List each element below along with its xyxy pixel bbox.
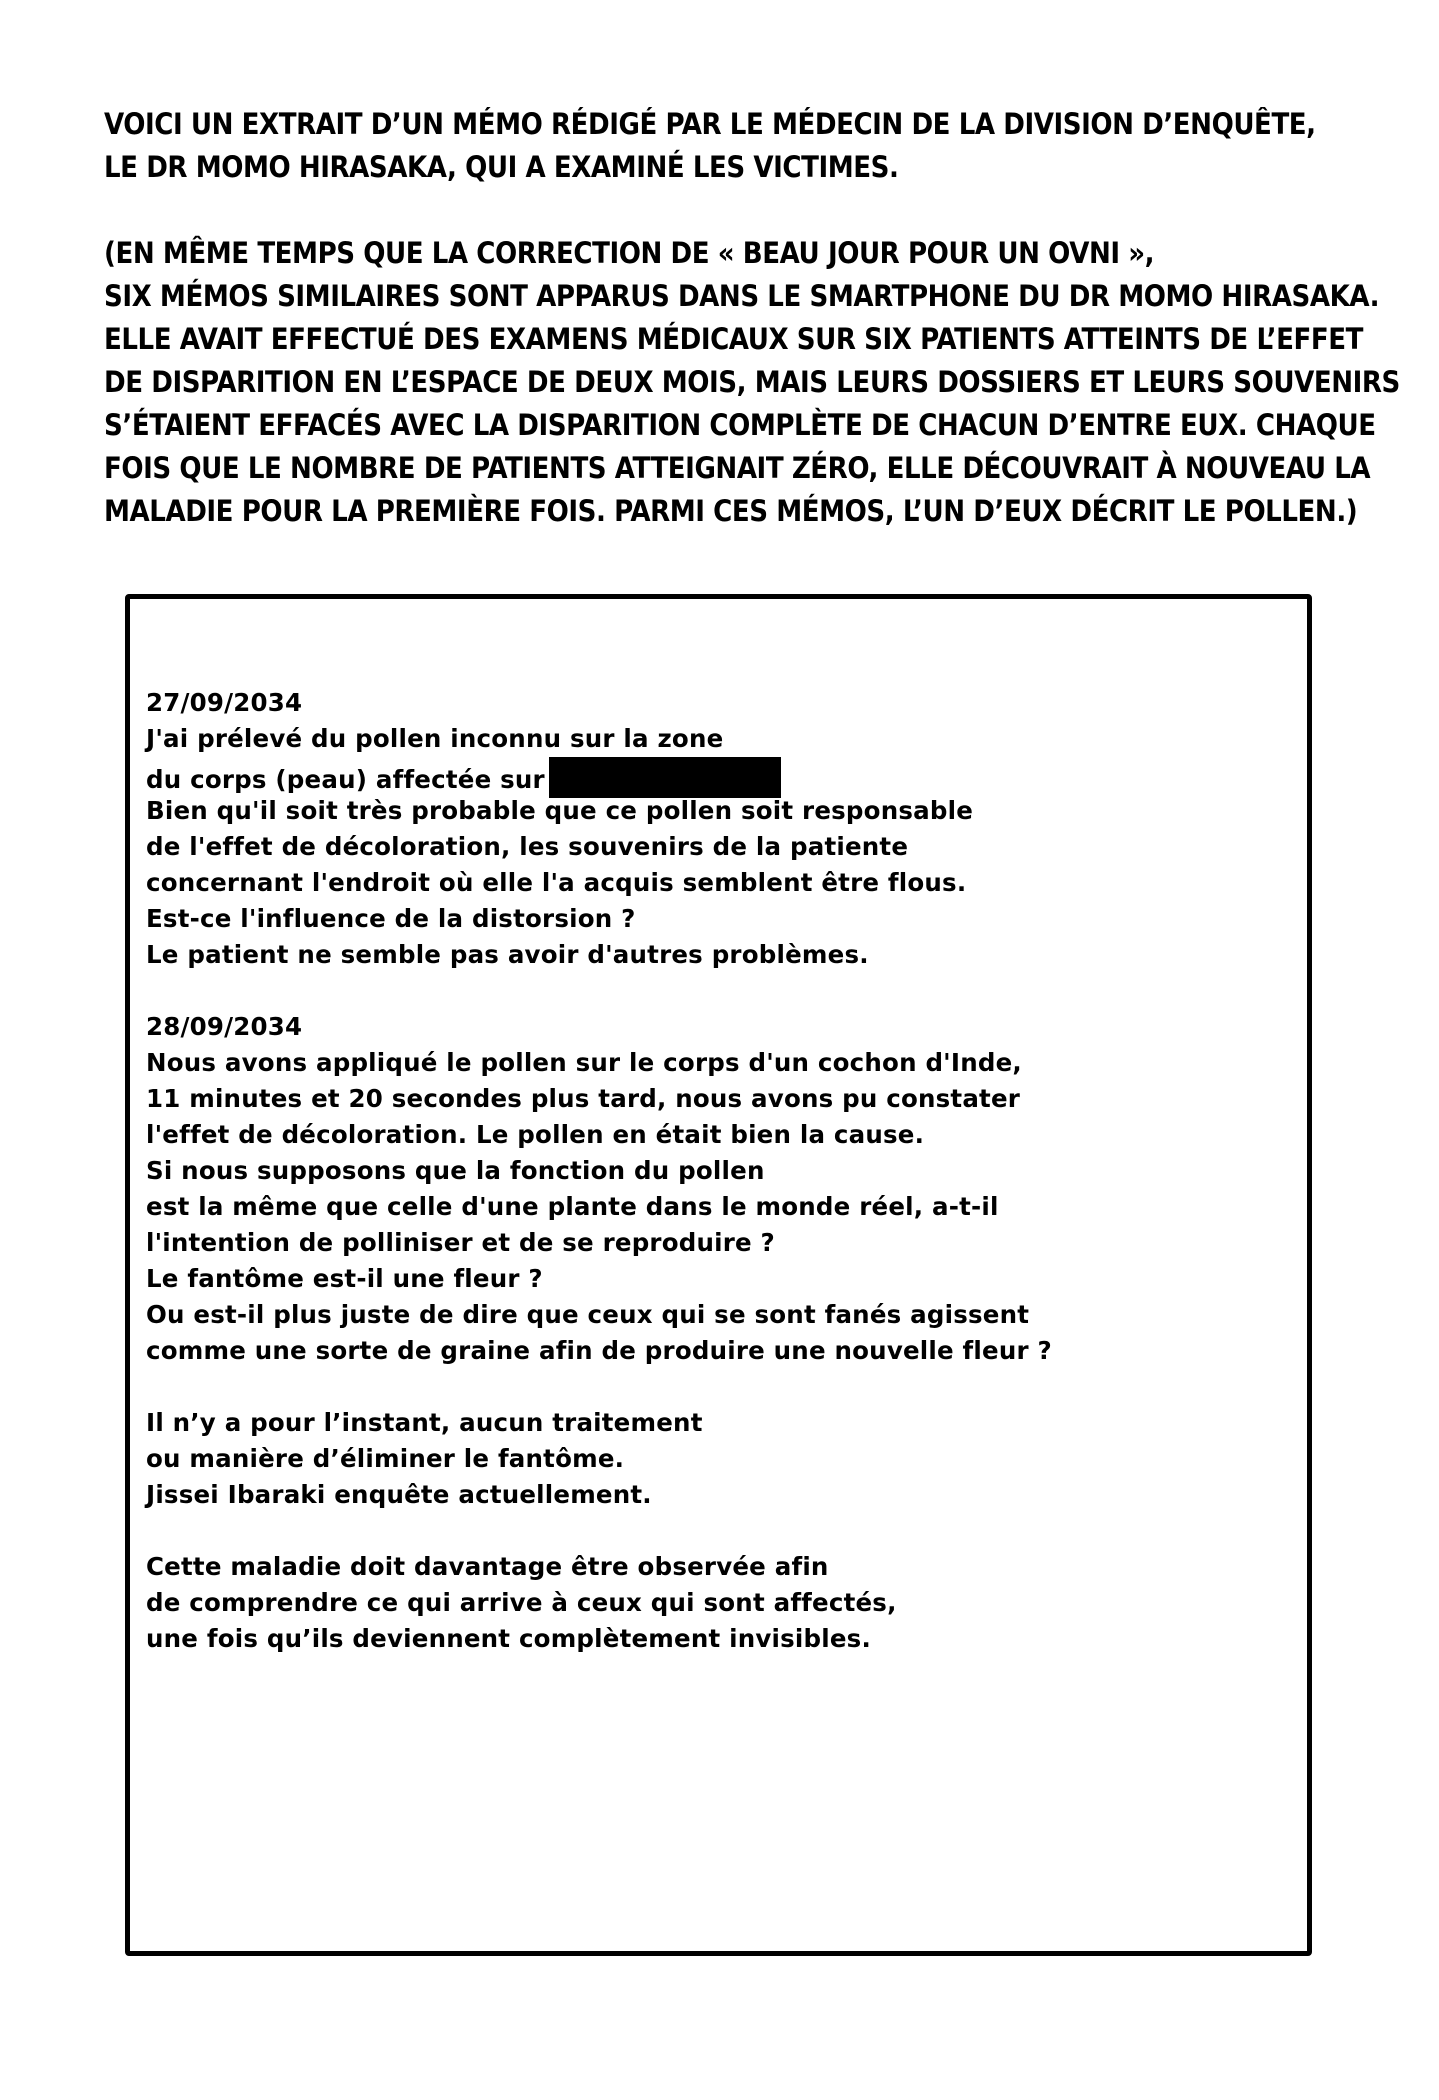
memo-line: comme une sorte de graine afin de produire une nouvelle fleur ? bbox=[146, 1336, 1052, 1365]
intro-line: LE DR MOMO HIRASAKA, QUI A EXAMINÉ LES VICTIMES. bbox=[104, 150, 899, 184]
memo-line: Le patient ne semble pas avoir d'autres problèmes. bbox=[146, 940, 869, 969]
memo-line: Le fantôme est-il une fleur ? bbox=[146, 1264, 543, 1293]
memo-line: de l'effet de décoloration, les souvenirs de la patiente bbox=[146, 832, 909, 861]
intro-text bbox=[104, 103, 1400, 533]
memo-line: 11 minutes et 20 secondes plus tard, nous avons pu constater bbox=[146, 1084, 1021, 1113]
memo-line: Est-ce l'influence de la distorsion ? bbox=[146, 904, 636, 933]
memo-line: l'intention de polliniser et de se reproduire ? bbox=[146, 1228, 775, 1257]
intro-line: MALADIE POUR LA PREMIÈRE FOIS. PARMI CES MÉMOS, L’UN D’EUX DÉCRIT LE POLLEN.) bbox=[104, 494, 1358, 528]
memo-line: Ou est-il plus juste de dire que ceux qui se sont fanés agissent bbox=[146, 1300, 1030, 1329]
memo-line: ou manière d’éliminer le fantôme. bbox=[146, 1444, 625, 1473]
memo-line: est la même que celle d'une plante dans le monde réel, a-t-il bbox=[146, 1192, 999, 1221]
intro-line: DE DISPARITION EN L’ESPACE DE DEUX MOIS, MAIS LEURS DOSSIERS ET LEURS SOUVENIRS bbox=[104, 365, 1400, 399]
memo-line: Jissei Ibaraki enquête actuellement. bbox=[146, 1480, 652, 1509]
intro-line: SIX MÉMOS SIMILAIRES SONT APPARUS DANS LE SMARTPHONE DU DR MOMO HIRASAKA. bbox=[104, 279, 1380, 313]
memo-line-with-redaction bbox=[146, 757, 1246, 793]
memo-line: Il n’y a pour l’instant, aucun traitement bbox=[146, 1408, 703, 1437]
memo-line: de comprendre ce qui arrive à ceux qui sont affectés, bbox=[146, 1588, 897, 1617]
memo-date: 27/09/2034 bbox=[146, 688, 303, 717]
memo-line: Bien qu'il soit très probable que ce pollen soit responsable bbox=[146, 796, 974, 825]
paragraph-gap bbox=[146, 1369, 1246, 1405]
memo-line: l'effet de décoloration. Le pollen en était bien la cause. bbox=[146, 1120, 925, 1149]
redaction-bar bbox=[549, 757, 781, 798]
paragraph-gap bbox=[104, 189, 1211, 232]
paragraph-gap bbox=[146, 973, 1246, 1009]
paragraph-gap bbox=[146, 1513, 1246, 1549]
memo-line: Cette maladie doit davantage être observée afin bbox=[146, 1552, 829, 1581]
memo-content bbox=[146, 685, 1246, 1657]
memo-date: 28/09/2034 bbox=[146, 1012, 303, 1041]
memo-line: J'ai prélevé du pollen inconnu sur la zone bbox=[146, 724, 724, 753]
intro-line: ELLE AVAIT EFFECTUÉ DES EXAMENS MÉDICAUX SUR SIX PATIENTS ATTEINTS DE L’EFFET bbox=[104, 322, 1363, 356]
intro-line: S’ÉTAIENT EFFACÉS AVEC LA DISPARITION COMPLÈTE DE CHACUN D’ENTRE EUX. CHAQUE bbox=[104, 408, 1376, 442]
memo-line-text: du corps (peau) affectée sur bbox=[146, 765, 545, 794]
memo-line: concernant l'endroit où elle l'a acquis semblent être flous. bbox=[146, 868, 967, 897]
memo-line: Nous avons appliqué le pollen sur le corps d'un cochon d'Inde, bbox=[146, 1048, 1022, 1077]
intro-line: (EN MÊME TEMPS QUE LA CORRECTION DE « BEAU JOUR POUR UN OVNI », bbox=[104, 236, 1155, 270]
intro-line: VOICI UN EXTRAIT D’UN MÉMO RÉDIGÉ PAR LE MÉDECIN DE LA DIVISION D’ENQUÊTE, bbox=[104, 107, 1316, 141]
intro-line: FOIS QUE LE NOMBRE DE PATIENTS ATTEIGNAIT ZÉRO, ELLE DÉCOUVRAIT À NOUVEAU LA bbox=[104, 451, 1371, 485]
memo-line: Si nous supposons que la fonction du pollen bbox=[146, 1156, 765, 1185]
memo-line: une fois qu’ils deviennent complètement invisibles. bbox=[146, 1624, 871, 1653]
